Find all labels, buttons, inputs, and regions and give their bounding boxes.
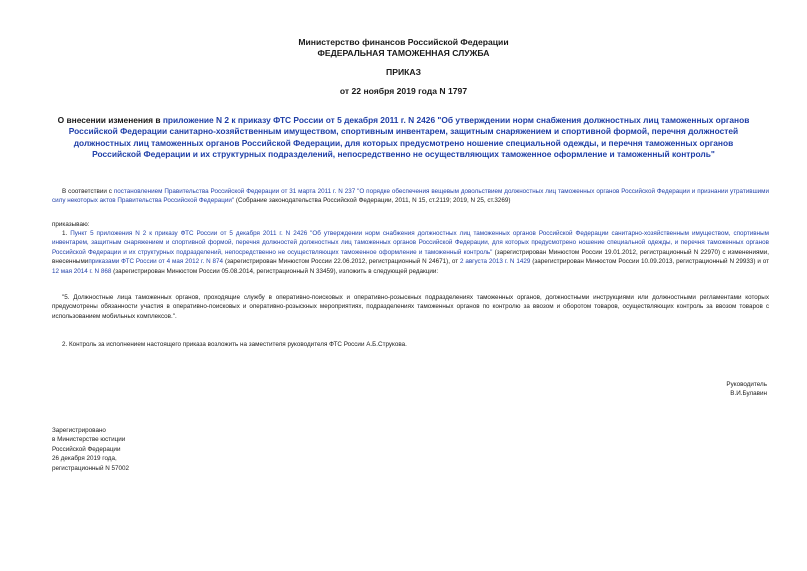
new-clause-quote: "5. Должностные лица таможенных органов, проходящие службу в оперативно-поисковых и оперативно-розыскных подразделениях таможенных органов, должностными инструкциями или должностными регламентами которых предусмотрены обязанности участия в оперативно-поисковых и оперативно-розыскных мероприятиях, подразделениях таможенных органов по контролю за ввозом и оборотом товаров, осуществляющих контроль за ввозом товаров с использованием мобильных комплексов.".: [52, 294, 769, 320]
preamble-text-1: В соответствии с: [62, 188, 114, 195]
fcs-order-874-link[interactable]: приказами ФТС России от 4 мая 2012 г. N 874: [88, 258, 224, 266]
subject-link[interactable]: приложение N 2 к приказу ФТС России от 5 декабря 2011 г. N 2426 "Об утверждении норм снабжения должностных лиц таможенных органов Российской Федерации санитарно-хозяйственным имуществом, спортивным инвентарем, защитным снаряжением и спортивной формой, перечня должностей должностных лиц таможенных органов Российской Федерации, для которых предусмотрено ношение специальной одежды, и перечня таможенных органов Российской Федерации и их структурных подразделений, непосредственно не осуществляющих таможенное оформление и таможенный контроль": [68, 115, 750, 159]
item-1-text-3: (зарегистрирован Минюстом России 22.06.2012, регистрационный N 24671), от: [223, 258, 460, 266]
order-word: приказываю:: [52, 221, 90, 228]
government-decree-link[interactable]: постановлением Правительства Российской Федерации от 31 марта 2011 г. N 237 "О порядке обеспечения вещевым довольствием должностных лиц таможенных органов Российской Федерации и признании утратившими силу некоторых актов Правительства Российской Федерации": [52, 188, 770, 205]
ministry-name: Министерство финансов Российской Федерации: [298, 37, 509, 47]
order-date-number: от 22 ноября 2019 года N 1797: [339, 86, 468, 96]
item-1-paragraph: [52, 229, 769, 276]
signatory-title: Руководитель: [726, 381, 767, 388]
item-1-text-5: (зарегистрирован Минюстом России 05.08.2014, регистрационный N 33459), изложить в следующей редакции:: [111, 267, 439, 275]
registration-line-5: регистрационный N 57002: [52, 464, 130, 472]
order-subject: [52, 115, 755, 160]
preamble-paragraph: [52, 187, 769, 206]
preamble-text-2: (Собрание законодательства Российской Федерации, 2011, N 15, ст.2119; 2019, N 25, ст.3269): [234, 197, 511, 205]
registration-line-4: 26 декабря 2019 года,: [52, 455, 117, 463]
registration-line-2: в Министерстве юстиции: [52, 436, 126, 444]
registration-line-1: Зарегистрировано: [52, 427, 106, 434]
service-name: ФЕДЕРАЛЬНАЯ ТАМОЖЕННАЯ СЛУЖБА: [317, 48, 490, 58]
document-type: ПРИКАЗ: [386, 67, 421, 77]
registration-line-3: Российской Федерации: [52, 445, 121, 453]
item-1-amended-clause-link[interactable]: Пункт 5 приложения N 2 к приказу ФТС России от 5 декабря 2011 г. N 2426 "Об утверждении норм снабжения должностных лиц таможенных органов Российской Федерации санитарно-хозяйственным имуществом, спортивным инвентарем, защитным снаряжением и спортивной формой, перечня должностей должностных лиц таможенных органов Российской Федерации, для которых предусмотрено ношение специальной одежды, и перечня таможенных органов Российской Федерации и их структурных подразделений, непосредственно не осуществляющих таможенное оформление и таможенный контроль": [52, 230, 769, 256]
item-2-paragraph: 2. Контроль за исполнением настоящего приказа возложить на заместителя руководителя ФТС России А.Б.Струкова.: [62, 341, 407, 348]
signatory-name: В.И.Булавин: [730, 390, 767, 398]
fcs-order-868-link[interactable]: 12 мая 2014 г. N 868: [52, 267, 112, 275]
fcs-order-1429-link[interactable]: 2 августа 2013 г. N 1429: [459, 258, 531, 266]
signature-block: [726, 380, 767, 399]
registration-block: [52, 426, 129, 473]
item-1-text-4: (зарегистрирован Минюстом России 10.09.2013, регистрационный N 29933) и от: [530, 258, 769, 266]
item-1-text-2: (зарегистрирован Минюстом России 19.01.2012, регистрационный N 22970) с изменениями, внесенными: [52, 248, 769, 266]
document-header: [0, 37, 807, 59]
subject-prefix: О внесении изменения в: [57, 115, 163, 125]
item-1-number: 1.: [62, 230, 71, 237]
